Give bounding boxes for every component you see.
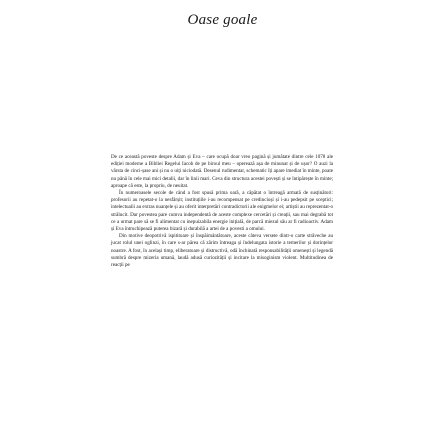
paragraph-1: De ce această poveste despre Adam și Eva – care ocupă doar vreo pagină și jumătate dintre cele 1078 ale ediției moderne a Bibliei Regelui Iacob de pe biroul meu – operează așa de minunat și de ușor? O auzi la vârsta de cinci-șase ani și nu o uiți niciodată. Desenul rudimentar, schematic îți apare imediat în minte, poate nu până în cele mai mici detalii, dar în linii mari. Ceva din structura acestei povești și se întipărește în minte; aproape că este, la propriu, de neuitat. [111,154,333,189]
paragraph-2: În numeroasele secole de când a fost spusă prima oară, a căpătat o întreagă armată de susținători: profesorii au repetat-o la nesfârșit; instituțiile i-au recompensat pe credincioși și i-au pedepsit pe sceptici; intelectualii au extras nuanțele și au oferit interpretări contradictorii ale enigmelor ei; artiștii au reprezentat-o strălucit. Dar povestea pare cumva independentă de aceste complexe cercetări și creații, sau mai degrabă tot ce a urmat pare să se fi alimentat cu inepuizabila energie inițială, de parcă miezul său ar fi radioactiv. Adam și Eva întruchipează puterea bizară și durabilă a artei de a povesti a omului. [111,190,333,233]
chapter-title: Oase goale [187,12,258,28]
body-text [111,154,333,269]
paragraph-3: Din motive deopotrivă ispititoare și înspăimântătoare, aceste câteva versete dintr-o carte străveche au jucat rolul unei oglinzi, în care s-ar părea că zărim întreaga și îndelungata istorie a temerilor și dorințelor noastre. A fost, în același timp, eliberatoare și distructivă, odă închinată responsabilității omenești și legendă sumbră despre mizeria umană, laudă adusă curiozității și incitare la misoginism violent. Multitudinea de reacții pe [111,233,333,269]
